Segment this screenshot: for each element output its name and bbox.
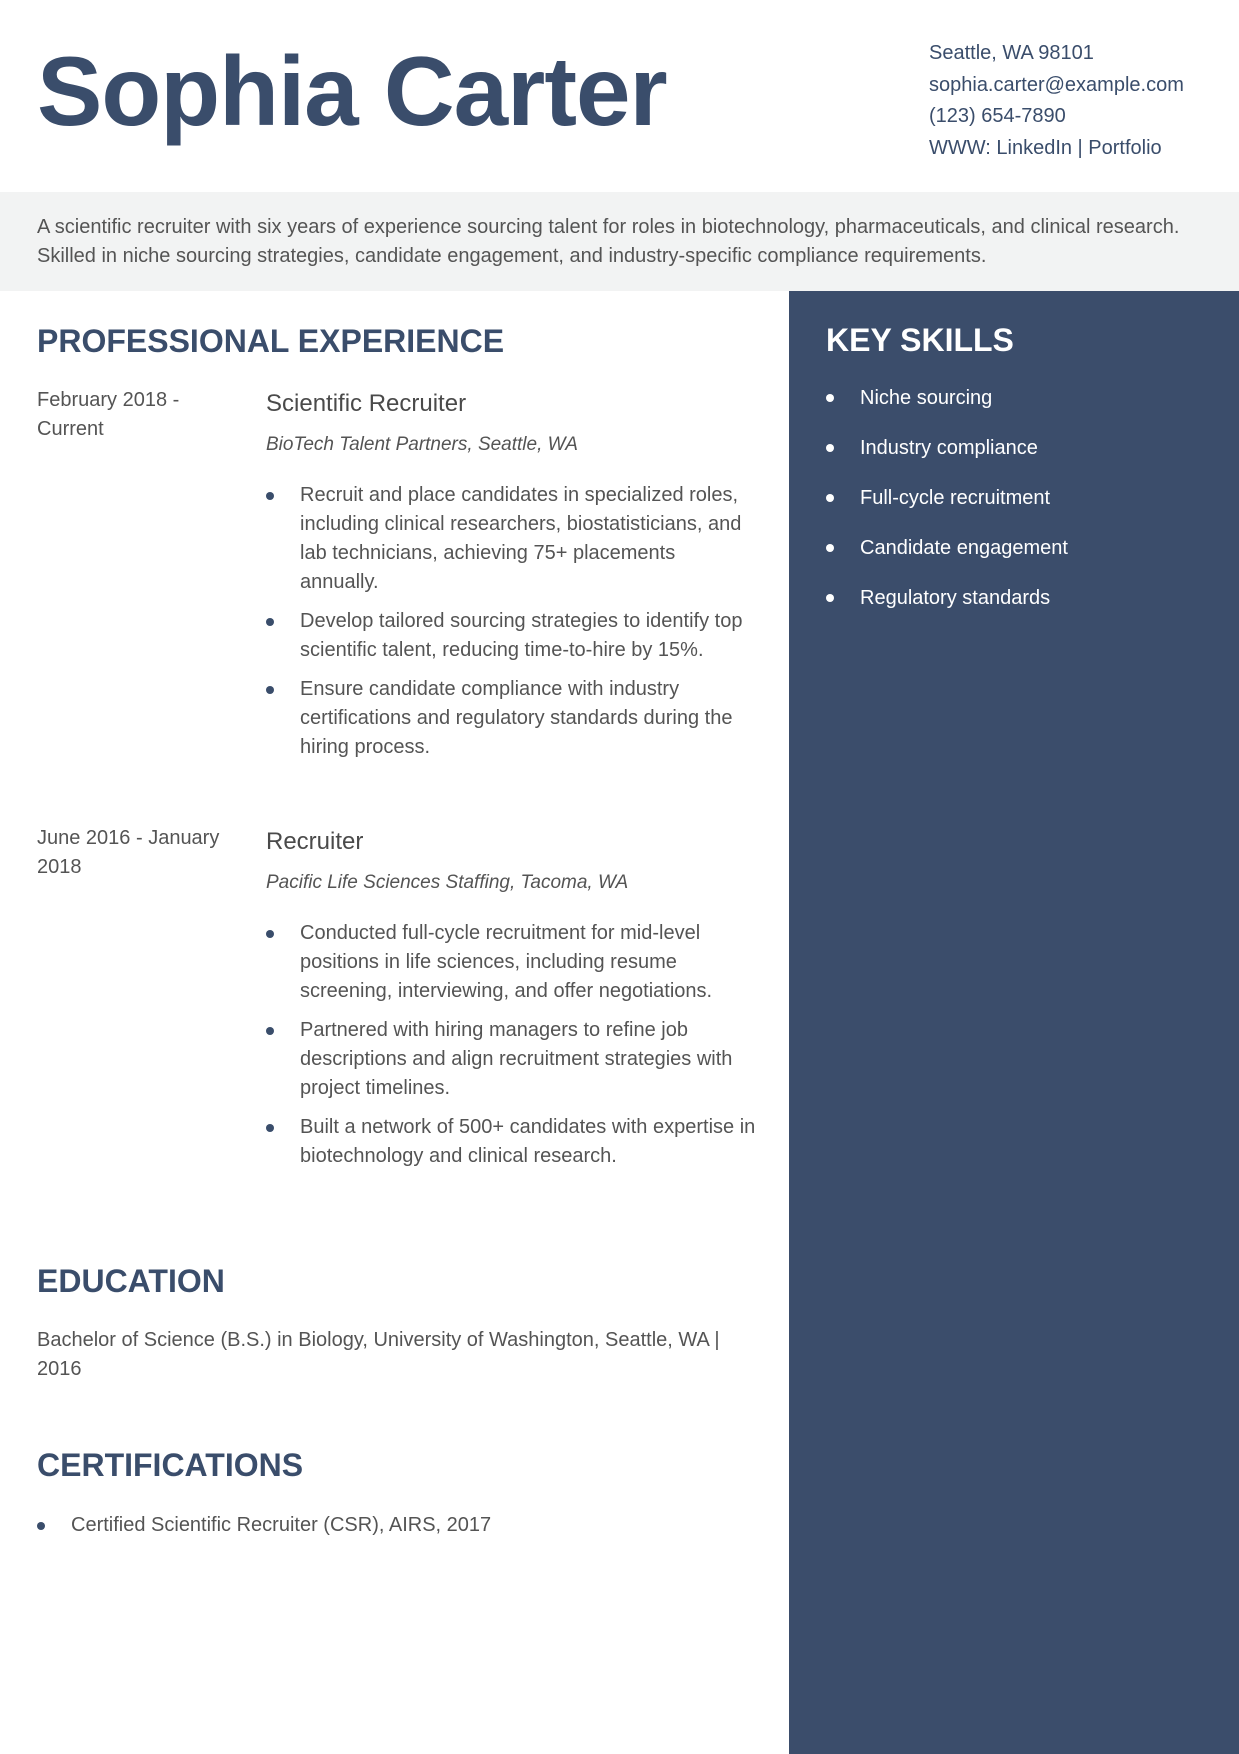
bullet-text: Conducted full-cycle recruitment for mid-level positions in life sciences, including resume screening, interviewing, and offer negotiations. [300, 922, 713, 1002]
skill-item [826, 436, 1068, 486]
skill-item [826, 586, 1068, 636]
skill-item [826, 486, 1068, 536]
bullet-icon [266, 618, 274, 626]
education-section-title: EDUCATION [37, 1263, 225, 1299]
job-date: June 2016 - January 2018 [37, 827, 220, 878]
bullet-icon [37, 1522, 45, 1530]
job-date: February 2018 - Current [37, 389, 180, 440]
skill-text: Industry compliance [860, 437, 1038, 459]
bullet-icon [266, 1027, 274, 1035]
job-title: Recruiter [266, 828, 364, 855]
skill-text: Regulatory standards [860, 587, 1051, 609]
experience-section-title: PROFESSIONAL EXPERIENCE [37, 323, 505, 359]
bullet-text: Recruit and place candidates in specialized roles, including clinical researchers, biostatisticians, and lab technicians, achieving 75+ placements annually. [300, 484, 742, 593]
skills-section-title: KEY SKILLS [826, 322, 1014, 358]
contact-block [929, 38, 1184, 164]
bullet-icon [266, 492, 274, 500]
bullet-item [266, 675, 756, 762]
bullet-text: Built a network of 500+ candidates with expertise in biotechnology and clinical research. [300, 1116, 756, 1167]
bullet-icon [826, 494, 834, 502]
bullet-item [266, 1016, 756, 1103]
bullet-item [266, 919, 756, 1006]
certifications-list [37, 1511, 491, 1540]
bullet-icon [266, 1124, 274, 1132]
bullet-icon [266, 686, 274, 694]
job-bullets [266, 919, 756, 1181]
bullet-text: Develop tailored sourcing strategies to identify top scientific talent, reducing time-to-hire by 15%. [300, 610, 743, 661]
contact-phone: (123) 654-7890 [929, 105, 1066, 127]
skill-item [826, 386, 1068, 436]
education-entry: Bachelor of Science (B.S.) in Biology, University of Washington, Seattle, WA | 2016 [37, 1329, 720, 1380]
skills-sidebar [789, 291, 1239, 1754]
bullet-icon [826, 394, 834, 402]
skill-text: Candidate engagement [860, 537, 1068, 559]
contact-location: Seattle, WA 98101 [929, 42, 1094, 64]
bullet-icon [266, 930, 274, 938]
bullet-text: Partnered with hiring managers to refine job descriptions and align recruitment strategies with project timelines. [300, 1019, 733, 1099]
bullet-icon [826, 544, 834, 552]
skill-text: Niche sourcing [860, 387, 993, 409]
certification-text: Certified Scientific Recruiter (CSR), AIRS, 2017 [71, 1514, 492, 1536]
bullet-icon [826, 444, 834, 452]
skills-list [826, 386, 1068, 636]
resume-header [0, 0, 1239, 192]
certifications-section-title: CERTIFICATIONS [37, 1447, 304, 1483]
job-title: Scientific Recruiter [266, 390, 467, 417]
certification-item [37, 1511, 491, 1540]
contact-web: WWW: LinkedIn | Portfolio [929, 136, 1162, 159]
skill-text: Full-cycle recruitment [860, 487, 1051, 509]
skill-item [826, 536, 1068, 586]
summary-text: A scientific recruiter with six years of experience sourcing talent for roles in biotechnology, pharmaceuticals, and clinical research. Skilled in niche sourcing strategies, candidate engagement, and industry-specific compliance requirements. [37, 216, 1180, 267]
job-company: BioTech Talent Partners, Seattle, WA [266, 434, 578, 455]
bullet-item [266, 1113, 756, 1171]
job-bullets [266, 481, 756, 772]
bullet-icon [826, 594, 834, 602]
candidate-name: Sophia Carter [37, 36, 667, 146]
bullet-text: Ensure candidate compliance with industry certifications and regulatory standards during the hiring process. [300, 678, 733, 758]
job-company: Pacific Life Sciences Staffing, Tacoma, WA [266, 872, 629, 893]
contact-email: sophia.carter@example.com [929, 73, 1184, 96]
bullet-item [266, 481, 756, 597]
bullet-item [266, 607, 756, 665]
